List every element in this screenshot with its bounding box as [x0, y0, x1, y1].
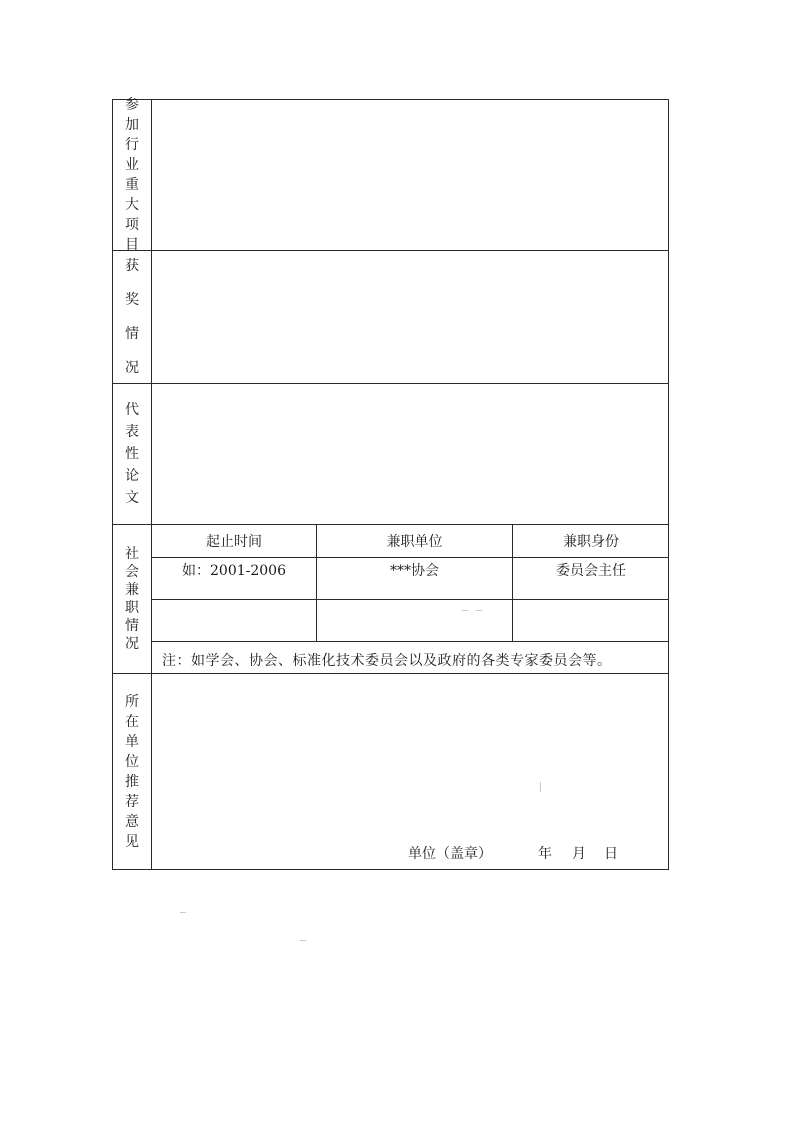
- major-projects-label: 参 加 行 业 重 大 项 目: [125, 96, 139, 253]
- stamp-label: 单位（盖章）: [408, 846, 492, 862]
- scan-speck: [476, 610, 482, 611]
- row-divider-recommendation: [112, 673, 669, 674]
- example-organization: ***协会: [390, 563, 439, 579]
- label-column-divider: [151, 99, 152, 870]
- row-divider-social-empty: [151, 641, 669, 642]
- day-label: 日: [604, 846, 618, 862]
- header-organization: 兼职单位: [386, 534, 443, 550]
- social-positions-label: 社 会 兼 职 情 况: [125, 545, 139, 652]
- recommendation-label: 所 在 单 位 推 荐 意 见: [125, 693, 139, 850]
- scan-speck: [540, 782, 541, 792]
- row-divider-projects: [112, 250, 669, 251]
- month-label: 月: [572, 846, 586, 862]
- header-role: 兼职身份: [563, 534, 619, 550]
- example-role: 委员会主任: [556, 563, 626, 579]
- example-period: 如：2001-2006: [182, 563, 286, 579]
- row-divider-awards: [112, 383, 669, 384]
- header-period: 起止时间: [206, 534, 262, 550]
- row-divider-social-example: [151, 599, 669, 600]
- scan-speck: [300, 940, 306, 941]
- form-table-border: [112, 96, 669, 870]
- social-positions-note: 注：如学会、协会、标准化技术委员会以及政府的各类专家委员会等。: [162, 653, 612, 669]
- awards-label: 获 奖 情 况: [125, 257, 139, 376]
- scan-speck: [462, 610, 468, 611]
- papers-label: 代 表 性 论 文: [125, 401, 139, 506]
- scan-speck: [180, 912, 186, 913]
- year-label: 年: [538, 846, 552, 862]
